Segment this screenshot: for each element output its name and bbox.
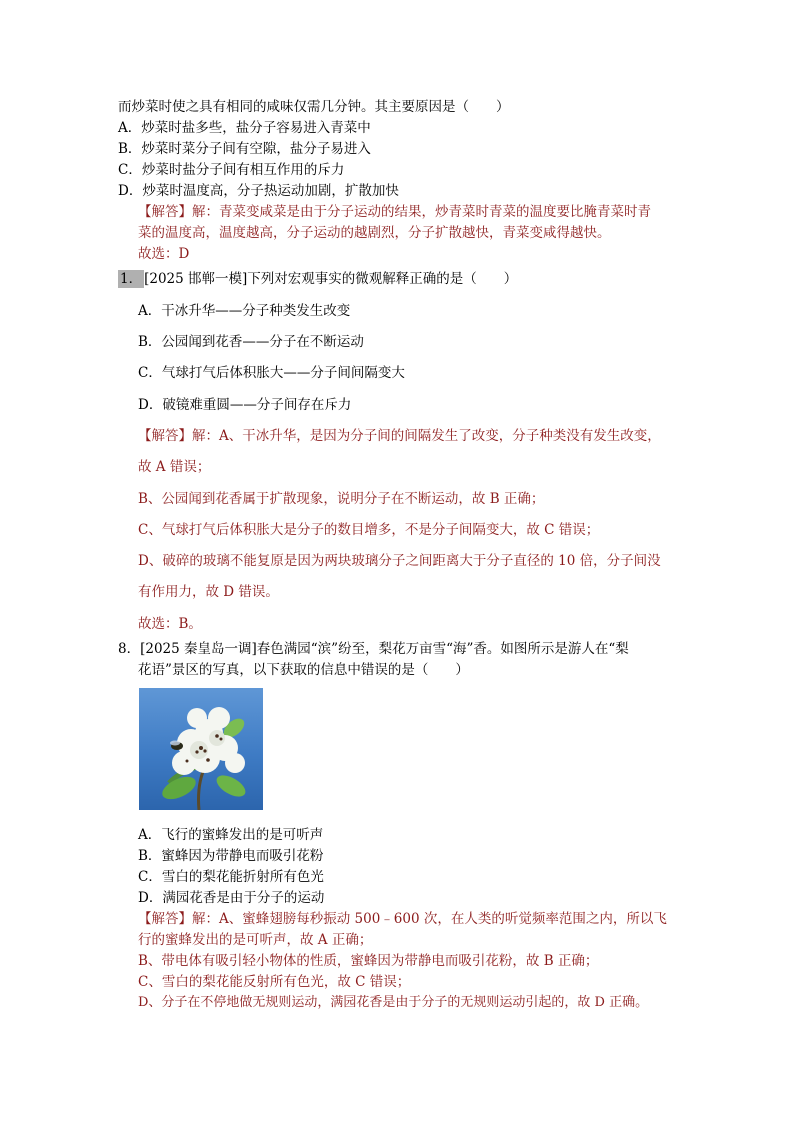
q8-stem-line-1: 8．[2025 秦皇岛一调]春色满园“滨”纷至，梨花万亩雪“海”香。如图所示是游人在“梨 [118, 641, 629, 657]
q8-answer-line-3: B、带电体有吸引轻小物体的性质，蜜蜂因为带静电而吸引花粉，故 B 正确； [138, 953, 599, 969]
answer-tag: 【解答】 [138, 911, 192, 927]
q7-stem: [2025 邯郸一模]下列对宏观事实的微观解释正确的是（ ） [144, 271, 518, 287]
q8-option-b: B．蜜蜂因为带静电而吸引花粉 [138, 848, 324, 864]
q8-answer-line-5: D、分子在不停地做无规则运动，满园花香是由于分子的无规则运动引起的，故 D 正确。 [138, 995, 649, 1010]
q7-answer-line-3: B、公园闻到花香属于扩散现象，说明分子在不断运动，故 B 正确； [138, 491, 545, 507]
q7-option-d: D．破镜难重圆——分子间存在斥力 [138, 397, 352, 413]
q8-answer-line-4: C、雪白的梨花能反射所有色光，故 C 错误； [138, 974, 411, 990]
answer-tag: 【解答】 [138, 428, 192, 444]
q7-answer-line-2: 故 A 错误； [138, 459, 211, 475]
q7-answer-text-1: 解：A、干冰升华，是因为分子间的间隔发生了改变，分子种类没有发生改变， [192, 428, 661, 444]
q8-option-c: C．雪白的梨花能折射所有色光 [138, 869, 324, 885]
prev-intro: 而炒菜时使之具有相同的咸味仅需几分钟。其主要原因是（ ） [118, 99, 510, 115]
q8-answer-line-2: 行的蜜蜂发出的是可听声，故 A 正确； [138, 932, 373, 948]
q7-option-b: B．公园闻到花香——分子在不断运动 [138, 334, 364, 350]
q7-answer-line-1 [138, 427, 661, 445]
answer-tag: 【解答】 [138, 204, 192, 220]
q7-number: 1． [120, 271, 143, 287]
q8-option-d: D．满园花香是由于分子的运动 [138, 890, 325, 906]
q7-option-c: C．气球打气后体积胀大——分子间间隔变大 [138, 365, 405, 381]
pear-blossom-illustration [139, 688, 263, 810]
q7-choice: 故选：B。 [138, 616, 202, 632]
prev-option-b: B．炒菜时菜分子间有空隙，盐分子易进入 [118, 141, 371, 157]
prev-answer-text-1: 解：青菜变咸菜是由于分子运动的结果，炒青菜时青菜的温度要比腌青菜时青 [192, 204, 651, 220]
q7-answer-line-4: C、气球打气后体积胀大是分子的数目增多，不是分子间隔变大，故 C 错误； [138, 522, 600, 538]
prev-option-a: A．炒菜时盐多些，盐分子容易进入青菜中 [118, 120, 371, 136]
q7-stem-line [118, 270, 517, 288]
prev-choice: 故选：D [138, 246, 190, 262]
q7-answer-line-5: D、破碎的玻璃不能复原是因为两块玻璃分子之间距离大于分子直径的 10 倍，分子间没 [138, 553, 661, 569]
prev-answer-line-2: 菜的温度高，温度越高，分子运动的越剧烈，分子扩散越快，青菜变咸得越快。 [138, 225, 611, 241]
q7-answer-line-6: 有作用力，故 D 错误。 [138, 584, 279, 600]
pear-blossom-photo [139, 688, 263, 810]
q8-option-a: A．飞行的蜜蜂发出的是可听声 [138, 827, 324, 843]
q8-answer-text-1: 解：A、蜜蜂翅膀每秒振动 500﹣600 次，在人类的听觉频率范围之内，所以飞 [192, 911, 667, 927]
prev-answer-line-1 [138, 203, 651, 221]
prev-option-c: C．炒菜时盐分子间有相互作用的斥力 [118, 162, 345, 178]
q8-stem-line-2: 花语”景区的写真，以下获取的信息中错误的是（ ） [138, 662, 469, 678]
q8-answer-line-1 [138, 910, 667, 928]
prev-option-d: D．炒菜时温度高，分子热运动加剧，扩散加快 [118, 183, 399, 199]
q7-option-a: A．干冰升华——分子种类发生改变 [138, 303, 351, 319]
